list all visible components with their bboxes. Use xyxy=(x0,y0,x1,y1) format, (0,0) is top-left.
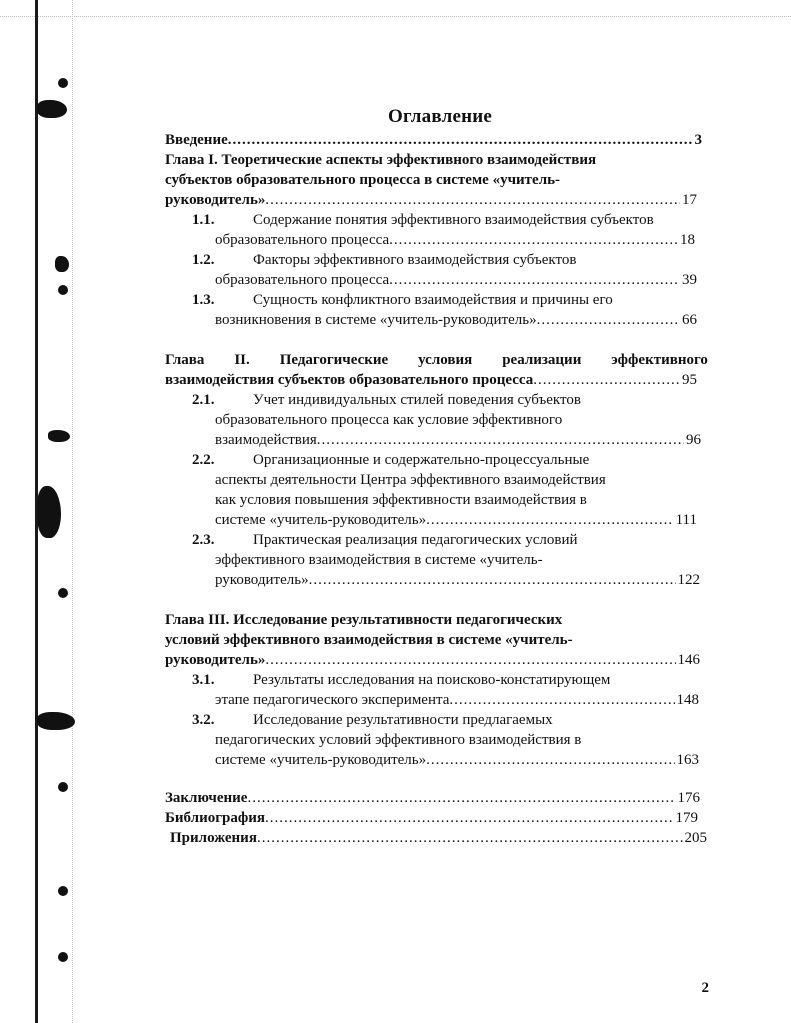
toc-page: 163 xyxy=(676,752,699,768)
section-1-1-title[interactable]: Содержание понятия эффективного взаимодействия субъектов xyxy=(253,212,654,228)
fold-line xyxy=(72,0,74,1023)
toc-entry-chapter-2[interactable] xyxy=(165,370,697,390)
toc-entry-2-1[interactable] xyxy=(215,430,701,450)
word: реализации xyxy=(502,352,582,368)
toc-entry-bibliography[interactable] xyxy=(165,808,698,828)
word: Глава xyxy=(165,352,205,368)
chapter-1-title[interactable]: Глава I. Теоретические аспекты эффективного взаимодействия xyxy=(165,152,597,168)
toc-entry-1-2[interactable] xyxy=(215,270,697,290)
page-number: 2 xyxy=(701,980,709,996)
toc-page: 18 xyxy=(680,232,695,248)
toc-label: Приложения xyxy=(170,830,257,846)
ink-blot xyxy=(37,486,61,538)
toc-entry-chapter-1[interactable] xyxy=(165,190,697,210)
toc-page: 179 xyxy=(675,810,698,826)
toc-entry-conclusion[interactable] xyxy=(165,788,700,808)
toc-label: руководитель» xyxy=(165,192,266,208)
toc-label: Введение xyxy=(165,132,228,148)
toc-page: 146 xyxy=(677,652,700,668)
section-1-2-title[interactable]: Факторы эффективного взаимодействия субъектов xyxy=(253,252,577,268)
toc-entry-appendix[interactable] xyxy=(170,828,707,848)
section-3-1-title[interactable]: Результаты исследования на поисково-констатирующем xyxy=(253,672,611,688)
section-3-2-title[interactable]: Исследование результативности предлагаемых xyxy=(253,712,553,728)
toc-page: 39 xyxy=(682,272,697,288)
leader-dots xyxy=(533,370,680,390)
section-number: 3.2. xyxy=(192,712,215,728)
section-number: 2.1. xyxy=(192,392,215,408)
punch-hole xyxy=(58,886,68,896)
toc-label: руководитель» xyxy=(215,572,309,588)
word: условия xyxy=(418,352,473,368)
leader-dots xyxy=(228,130,693,150)
section-1-3-title[interactable]: Сущность конфликтного взаимодействия и причины его xyxy=(253,292,613,308)
toc-label: взаимодействия xyxy=(215,432,317,448)
leader-dots xyxy=(426,750,674,770)
toc-page: 205 xyxy=(684,830,707,846)
toc-entry-chapter-3[interactable] xyxy=(165,650,700,670)
word: эффективного xyxy=(611,352,708,368)
punch-hole xyxy=(58,285,68,295)
toc-entry-2-2[interactable] xyxy=(215,510,697,530)
section-number: 1.1. xyxy=(192,212,215,228)
toc-entry-1-3[interactable] xyxy=(215,310,697,330)
leader-dots xyxy=(389,230,678,250)
toc-label: системе «учитель-руководитель» xyxy=(215,752,427,768)
section-2-2-title-cont: как условия повышения эффективности взаимодействия в xyxy=(215,492,587,508)
section-2-2-title-cont: аспекты деятельности Центра эффективного взаимодействия xyxy=(215,472,606,488)
leader-dots xyxy=(537,310,680,330)
leader-dots xyxy=(449,690,674,710)
leader-dots xyxy=(265,650,675,670)
ink-blot xyxy=(37,712,75,730)
punch-hole xyxy=(58,78,68,88)
toc-label: руководитель» xyxy=(165,652,266,668)
section-2-1-title-cont: образовательного процесса как условие эффективного xyxy=(215,412,563,428)
chapter-3-title[interactable]: Глава III. Исследование результативности педагогических xyxy=(165,612,563,628)
toc-page: 96 xyxy=(686,432,701,448)
leader-dots xyxy=(265,190,680,210)
section-number: 3.1. xyxy=(192,672,215,688)
toc-page: 3 xyxy=(694,132,702,148)
toc-page: 95 xyxy=(682,372,697,388)
word: II. xyxy=(234,352,250,368)
section-2-3-title[interactable]: Практическая реализация педагогических условий xyxy=(253,532,578,548)
punch-hole xyxy=(58,588,68,598)
chapter-1-title-cont: субъектов образовательного процесса в системе «учитель- xyxy=(165,172,561,188)
leader-dots xyxy=(247,788,675,808)
ink-blot xyxy=(48,430,70,442)
section-number: 1.3. xyxy=(192,292,215,308)
ink-blot xyxy=(37,100,67,118)
leader-dots xyxy=(257,828,683,848)
section-number: 2.3. xyxy=(192,532,215,548)
toc-entry-1-1[interactable] xyxy=(215,230,695,250)
toc-entry-2-3[interactable] xyxy=(215,570,700,590)
toc-label: этапе педагогического эксперимента xyxy=(215,692,450,708)
leader-dots xyxy=(389,270,680,290)
punch-hole xyxy=(58,782,68,792)
toc-page: 66 xyxy=(682,312,697,328)
toc-label: Заключение xyxy=(165,790,248,806)
leader-dots xyxy=(426,510,673,530)
page-title: Оглавление xyxy=(387,106,493,127)
leader-dots xyxy=(265,808,673,828)
word: Педагогические xyxy=(279,352,389,368)
scan-edge-top xyxy=(0,16,791,17)
leader-dots xyxy=(309,570,676,590)
toc-page: 111 xyxy=(675,512,697,528)
toc-page: 176 xyxy=(677,790,700,806)
leader-dots xyxy=(317,430,684,450)
section-2-1-title[interactable]: Учет индивидуальных стилей поведения субъектов xyxy=(253,392,581,408)
toc-entry-3-2[interactable] xyxy=(215,750,699,770)
section-2-2-title[interactable]: Организационные и содержательно-процессуальные xyxy=(253,452,590,468)
toc-entry-3-1[interactable] xyxy=(215,690,699,710)
toc-label: взаимодействия субъектов образовательного процесса xyxy=(165,372,534,388)
ink-blot xyxy=(55,256,69,272)
toc-label: образовательного процесса xyxy=(215,272,390,288)
toc-label: системе «учитель-руководитель» xyxy=(215,512,427,528)
section-number: 1.2. xyxy=(192,252,215,268)
toc-label: образовательного процесса xyxy=(215,232,390,248)
section-number: 2.2. xyxy=(192,452,215,468)
toc-entry-intro[interactable] xyxy=(165,130,702,150)
toc-label: возникновения в системе «учитель-руководитель» xyxy=(215,312,537,328)
chapter-3-title-cont: условий эффективного взаимодействия в системе «учитель- xyxy=(165,632,573,648)
section-2-3-title-cont: эффективного взаимодействия в системе «учитель- xyxy=(215,552,543,568)
punch-hole xyxy=(58,952,68,962)
toc-page: 122 xyxy=(677,572,700,588)
toc-page: 148 xyxy=(676,692,699,708)
toc-label: Библиография xyxy=(165,810,266,826)
section-3-2-title-cont: педагогических условий эффективного взаимодействия в xyxy=(215,732,582,748)
chapter-2-title[interactable] xyxy=(165,350,708,370)
toc-page: 17 xyxy=(682,192,697,208)
